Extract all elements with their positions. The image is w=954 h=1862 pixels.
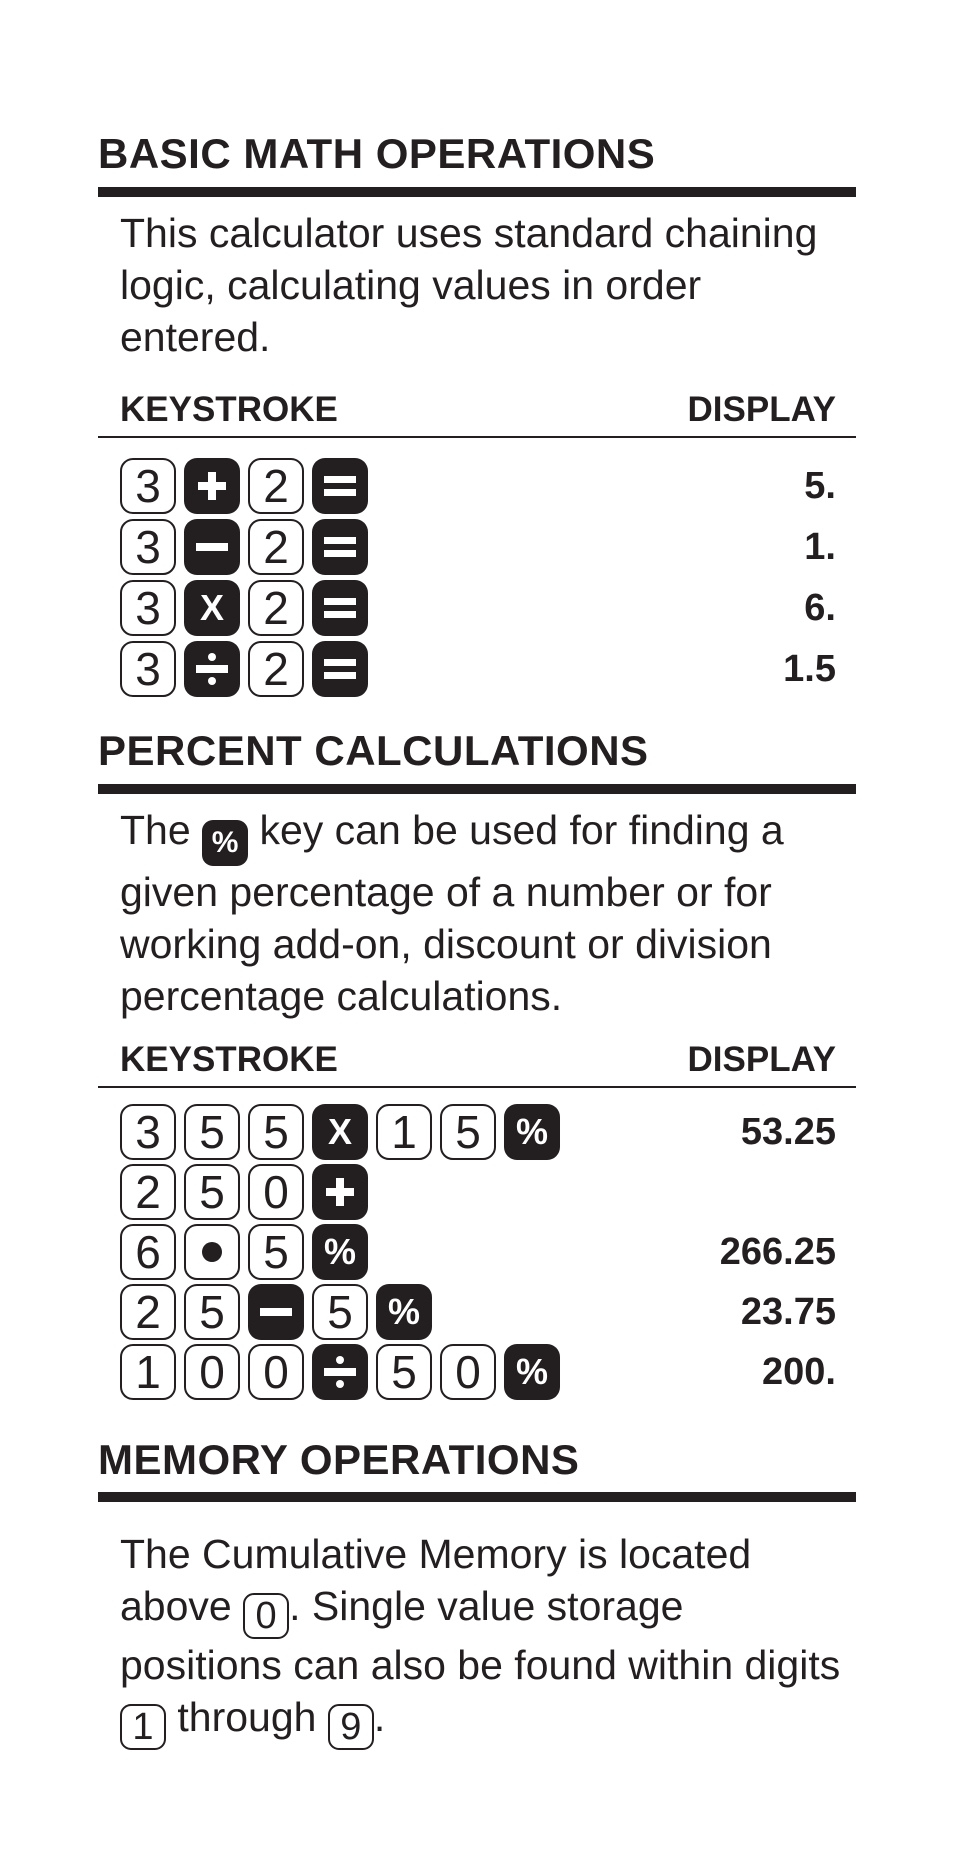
percent-key: % [202, 820, 248, 866]
multiply-key-label: X [199, 587, 224, 628]
display-value: 1.5 [783, 648, 836, 690]
key-digit: 3 [120, 580, 176, 636]
percent-row [120, 1164, 836, 1220]
divide-icon [312, 1344, 368, 1400]
keystroke-sequence [120, 1344, 560, 1400]
key-digit: 5 [248, 1224, 304, 1280]
percent-key-label: % [323, 1231, 356, 1272]
equals-icon [312, 580, 368, 636]
percent-rule [98, 784, 856, 794]
plus-icon [312, 1164, 368, 1220]
percent-key [376, 1284, 432, 1340]
keystroke-sequence [120, 458, 368, 514]
key-digit: 0 [248, 1344, 304, 1400]
display-value: 23.75 [740, 1291, 836, 1333]
basic-row [120, 458, 836, 514]
keystroke-sequence [120, 641, 368, 697]
minus-icon [248, 1284, 304, 1340]
basic-math-title: BASIC MATH OPERATIONS [98, 130, 656, 177]
percent-key-label: % [387, 1291, 420, 1332]
keystroke-sequence [120, 1164, 368, 1220]
display-value: 5. [804, 465, 836, 507]
key-digit: 5 [184, 1104, 240, 1160]
percent-row [120, 1284, 836, 1340]
key-digit: 2 [248, 519, 304, 575]
percent-key-label: % [515, 1351, 548, 1392]
equals-icon [312, 458, 368, 514]
basic-row [120, 519, 836, 575]
multiply-key-label: X [327, 1111, 352, 1152]
basic-math-rule [98, 187, 856, 197]
memory-text: . Single value storage positions can also be found within digits [120, 1583, 841, 1688]
key-digit: 6 [120, 1224, 176, 1280]
key-digit: 3 [120, 519, 176, 575]
percent-row [120, 1224, 836, 1280]
basic-display-header: DISPLAY [687, 390, 836, 429]
key-nine: 9 [328, 1704, 374, 1750]
percent-description-start: The [120, 807, 191, 853]
percent-description-rest: key can be used for finding a given percentage of a number or for working add-on, discount or division percentage calculations. [120, 807, 784, 1019]
key-digit: 5 [184, 1284, 240, 1340]
key-digit: 3 [120, 1104, 176, 1160]
divide-icon [184, 641, 240, 697]
basic-table-rule [98, 436, 856, 438]
multiply-key [184, 580, 240, 636]
keystroke-sequence [120, 1104, 560, 1160]
keystroke-sequence [120, 1284, 432, 1340]
key-digit: 2 [120, 1164, 176, 1220]
minus-icon [184, 519, 240, 575]
display-value: 200. [762, 1351, 836, 1393]
percent-key-label: % [515, 1111, 548, 1152]
percent-row [120, 1104, 836, 1160]
basic-row [120, 580, 836, 636]
equals-icon [312, 641, 368, 697]
percent-title: PERCENT CALCULATIONS [98, 727, 649, 774]
memory-description [120, 1528, 850, 1750]
key-one: 1 [120, 1704, 166, 1750]
equals-icon [312, 519, 368, 575]
basic-keystroke-header: KEYSTROKE [120, 390, 338, 429]
percent-key [312, 1224, 368, 1280]
key-digit: 0 [184, 1344, 240, 1400]
key-digit: 5 [248, 1104, 304, 1160]
key-digit: 0 [248, 1164, 304, 1220]
plus-icon [184, 458, 240, 514]
key-digit: 0 [440, 1344, 496, 1400]
key-digit: 2 [248, 458, 304, 514]
basic-math-description: This calculator uses standard chaining logic, calculating values in order entered. [120, 210, 818, 360]
percent-row [120, 1344, 836, 1400]
display-value: 6. [804, 587, 836, 629]
key-digit: 1 [376, 1104, 432, 1160]
percent-table-rule [98, 1086, 856, 1088]
multiply-key [312, 1104, 368, 1160]
percent-description [120, 804, 850, 1022]
memory-text: . [373, 1694, 386, 1740]
display-value: 266.25 [719, 1231, 836, 1273]
key-digit: 2 [120, 1284, 176, 1340]
key-digit: 3 [120, 458, 176, 514]
key-digit: 1 [120, 1344, 176, 1400]
key-zero: 0 [243, 1593, 289, 1639]
key-digit: 2 [248, 641, 304, 697]
key-digit: 5 [376, 1344, 432, 1400]
memory-title: MEMORY OPERATIONS [98, 1436, 580, 1483]
key-digit: 2 [248, 580, 304, 636]
dot-icon [184, 1224, 240, 1280]
display-value: 1. [804, 526, 836, 568]
percent-key [504, 1104, 560, 1160]
percent-keystroke-header: KEYSTROKE [120, 1040, 338, 1079]
basic-row [120, 641, 836, 697]
memory-text: The Cumulative Memory is located above [120, 1531, 752, 1629]
key-digit: 5 [440, 1104, 496, 1160]
display-value: 53.25 [740, 1111, 836, 1153]
key-digit: 5 [312, 1284, 368, 1340]
memory-rule [98, 1492, 856, 1502]
keystroke-sequence [120, 1224, 368, 1280]
key-digit: 3 [120, 641, 176, 697]
keystroke-sequence [120, 519, 368, 575]
percent-display-header: DISPLAY [687, 1040, 836, 1079]
memory-text: through [177, 1694, 317, 1740]
keystroke-sequence [120, 580, 368, 636]
key-digit: 5 [184, 1164, 240, 1220]
percent-key [504, 1344, 560, 1400]
